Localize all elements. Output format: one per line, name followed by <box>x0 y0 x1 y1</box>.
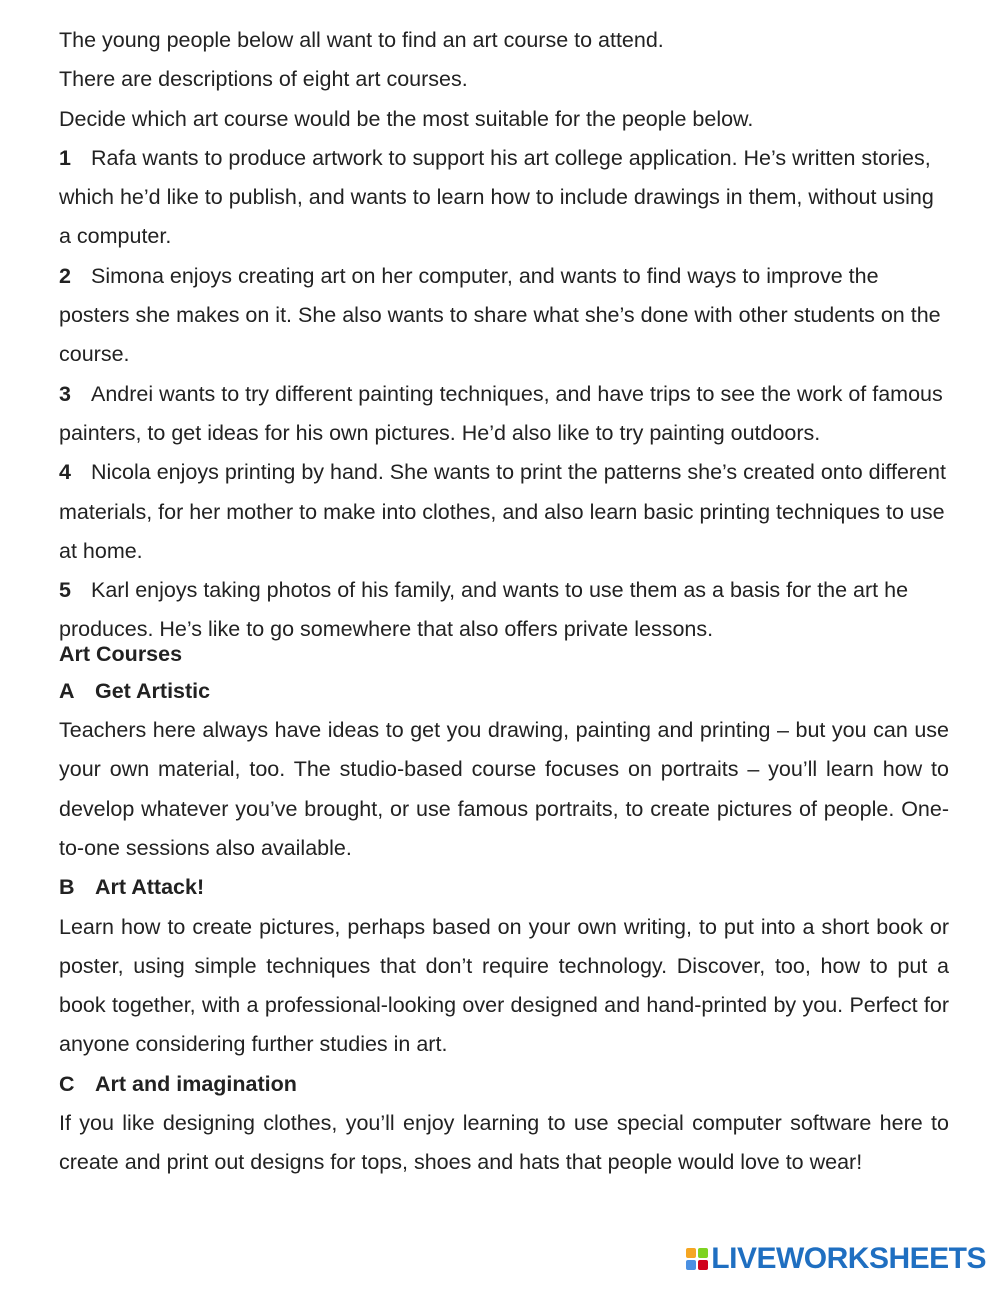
person-item <box>59 453 949 571</box>
course-name: Art and imagination <box>95 1071 297 1096</box>
course-letter: B <box>59 875 75 900</box>
courses-list <box>59 672 949 1183</box>
liveworksheets-logo[interactable] <box>686 1242 986 1276</box>
person-text: Simona enjoys creating art on her computer, and wants to find ways to improve the posters she makes on it. She also wants to share what she’s done with other students on the course. <box>59 263 941 367</box>
course-name: Get Artistic <box>95 678 211 703</box>
person-item <box>59 257 949 375</box>
person-number: 4 <box>59 460 71 485</box>
instruction-line: Decide which art course would be the most suitable for the people below. <box>59 106 754 131</box>
course-heading <box>59 1065 949 1104</box>
person-number: 1 <box>59 145 71 170</box>
person-text: Rafa wants to produce artwork to support his art college application. He’s written stories, which he’d like to publish, and wants to learn how to include drawings in them, without using a computer. <box>59 145 934 249</box>
person-number: 3 <box>59 381 71 406</box>
liveworksheets-logo-icon <box>686 1248 708 1270</box>
course-item <box>59 868 949 1064</box>
worksheet-page <box>59 0 949 1183</box>
person-number: 5 <box>59 578 71 603</box>
courses-heading: Art Courses <box>59 641 183 666</box>
instructions <box>59 21 949 139</box>
course-description: If you like designing clothes, you’ll enjoy learning to use special computer software here to create and print out designs for tops, shoes and hats that people would love to wear! <box>59 1111 949 1175</box>
instruction-line: There are descriptions of eight art courses. <box>59 67 468 92</box>
course-letter: A <box>59 678 75 703</box>
person-text: Karl enjoys taking photos of his family, and wants to use them as a basis for the art he produces. He’s like to go somewhere that also offers private lessons. <box>59 578 909 642</box>
people-list <box>59 139 949 650</box>
person-text: Nicola enjoys printing by hand. She wants to print the patterns she’s created onto different materials, for her mother to make into clothes, and also learn basic printing techniques to use at home. <box>59 460 946 563</box>
course-description: Learn how to create pictures, perhaps based on your own writing, to put into a short book or poster, using simple techniques that don’t require technology. Discover, too, how to put a book together, with a professional-looking over designed and hand-printed by you. Perfect for anyone considering further studies in art. <box>59 914 949 1057</box>
course-heading <box>59 868 949 907</box>
course-item <box>59 1065 949 1183</box>
course-item <box>59 672 949 868</box>
course-name: Art Attack! <box>95 875 205 900</box>
person-number: 2 <box>59 263 71 288</box>
instruction-line: The young people below all want to find an art course to attend. <box>59 28 664 52</box>
person-item <box>59 375 949 454</box>
course-heading <box>59 672 949 711</box>
logo-text: LIVEWORKSHEETS <box>711 1242 986 1275</box>
person-item <box>59 139 949 257</box>
course-description: Teachers here always have ideas to get you drawing, painting and printing – but you can use your own material, too. The studio-based course focuses on portraits – you’ll learn how to develop whatever you’ve brought, or use famous portraits, to create pictures of people. One-to-one sessions also available. <box>59 718 949 860</box>
person-item <box>59 571 949 650</box>
course-letter: C <box>59 1071 75 1096</box>
person-text: Andrei wants to try different painting techniques, and have trips to see the work of famous painters, to get ideas for his own pictures. He’d also like to try painting outdoors. <box>59 381 943 445</box>
